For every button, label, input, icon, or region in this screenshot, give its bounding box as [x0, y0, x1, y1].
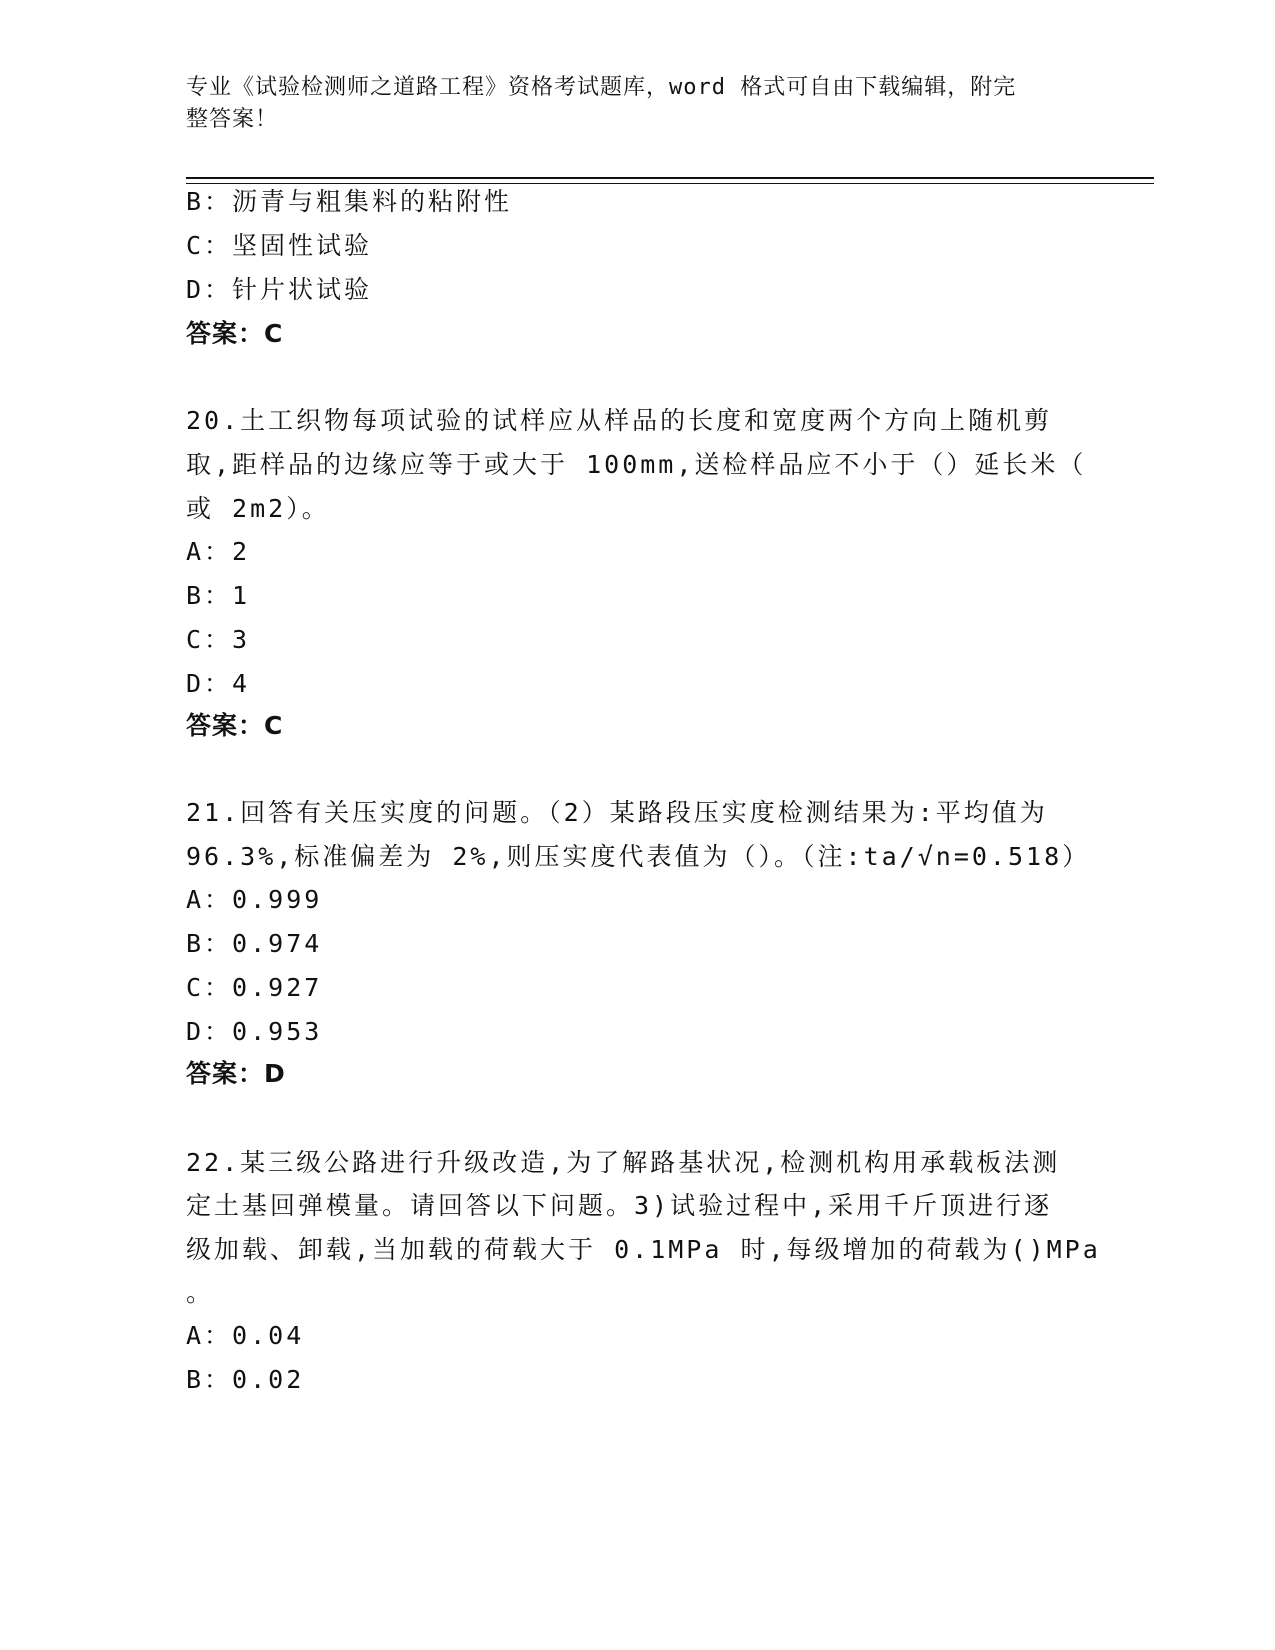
header-line-2: 整答案！	[186, 107, 279, 132]
q22-stem-line-3: 级加载、卸载,当加载的荷载大于 0.1MPa 时,每级增加的荷载为()MPa	[186, 1235, 1101, 1264]
q19-option-d: D：针片状试验	[186, 275, 373, 304]
q22-option-a: A：0.04	[186, 1321, 305, 1350]
header-divider-thin	[186, 183, 1154, 184]
q22-stem-line-4: 。	[186, 1278, 215, 1307]
q22-stem-line-1: 22.某三级公路进行升级改造,为了解路基状况,检测机构用承载板法测	[186, 1148, 1061, 1177]
header-line-1: 专业《试验检测师之道路工程》资格考试题库，word 格式可自由下载编辑，附完	[186, 75, 1017, 100]
header-divider-thick	[186, 177, 1154, 179]
q20-stem-line-3: 或 2m2）。	[186, 494, 330, 523]
q21-option-c: C：0.927	[186, 973, 323, 1002]
q21-stem-line-1: 21.回答有关压实度的问题。（2）某路段压实度检测结果为:平均值为	[186, 798, 1048, 827]
q21-option-d: D：0.953	[186, 1017, 323, 1046]
q21-stem-line-2: 96.3%,标准偏差为 2%,则压实度代表值为（）。（注:ta/√n=0.518）	[186, 842, 1091, 871]
q20-option-c: C：3	[186, 625, 251, 654]
q19-option-c: C：坚固性试验	[186, 231, 373, 260]
q21-option-b: B：0.974	[186, 929, 323, 958]
q20-answer: 答案：C	[186, 711, 284, 740]
q19-option-b: B：沥青与粗集料的粘附性	[186, 187, 513, 216]
q19-answer: 答案：C	[186, 319, 284, 348]
q20-stem-line-1: 20.土工织物每项试验的试样应从样品的长度和宽度两个方向上随机剪	[186, 406, 1053, 435]
q22-option-b: B：0.02	[186, 1365, 305, 1394]
q20-option-b: B：1	[186, 581, 251, 610]
q20-stem-line-2: 取,距样品的边缘应等于或大于 100mm,送检样品应不小于（）延长米（	[186, 450, 1087, 479]
q20-option-a: A：2	[186, 537, 251, 566]
q21-option-a: A：0.999	[186, 885, 323, 914]
header-text	[186, 72, 1066, 136]
q20-option-d: D：4	[186, 669, 251, 698]
q21-answer: 答案：D	[186, 1059, 286, 1088]
q22-stem-line-2: 定土基回弹模量。请回答以下问题。3)试验过程中,采用千斤顶进行逐	[186, 1191, 1053, 1220]
